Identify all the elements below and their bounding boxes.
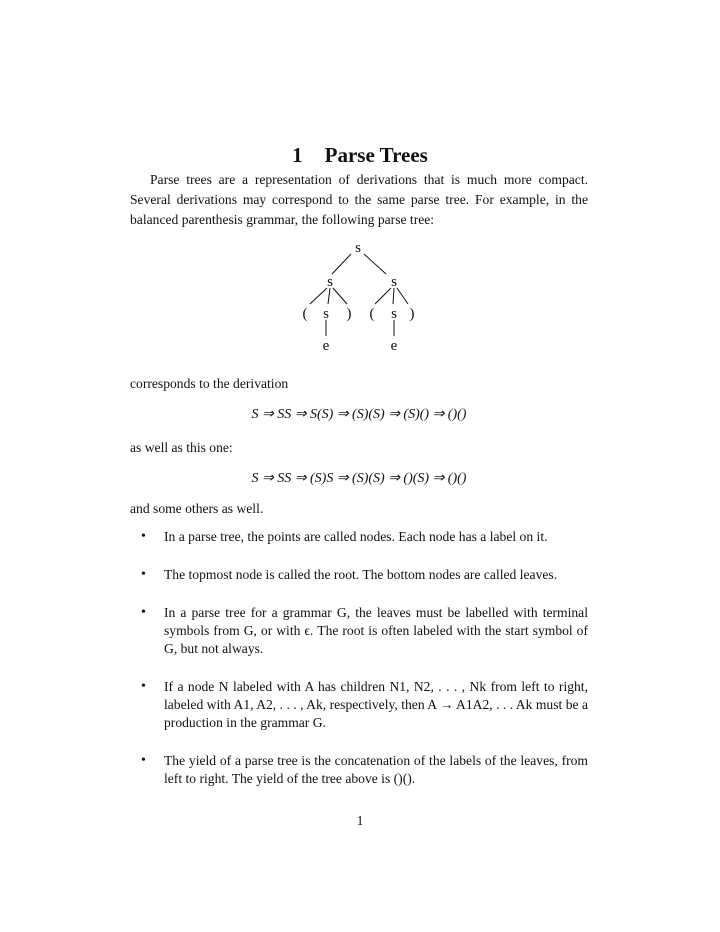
page-number: 1 [356,813,364,828]
corresponds-text: corresponds to the derivation [130,376,289,391]
as-well-text: as well as this one: [130,440,233,455]
tree-leaf-lparen-2: ( [369,306,375,322]
list-item: • If a node N labeled with A has children N1, N2, . . . , Nk from left to right, labeled with A1, A2, . . . , Ak, respectively, then A → A1A2, . . . Ak must be a production in the grammar G. [130,678,588,732]
tree-edge [393,288,394,304]
tree-leaf-rparen-1: ) [346,306,352,322]
definition-list [130,528,588,808]
tree-edge [375,288,391,304]
derivation-1: S ⇒ SS ⇒ S(S) ⇒ (S)(S) ⇒ (S)() ⇒ ()() [251,407,467,422]
list-item: • In a parse tree, the points are called nodes. Each node has a label on it. [130,528,588,546]
derivation-2: S ⇒ SS ⇒ (S)S ⇒ (S)(S) ⇒ ()(S) ⇒ ()() [251,471,467,486]
section-title: Parse Trees [324,143,428,167]
others-text: and some others as well. [130,501,264,516]
tree-edge [332,254,351,274]
tree-node-root: s [355,240,361,256]
list-item: • In a parse tree for a grammar G, the leaves must be labelled with terminal symbols from G, or with ϵ. The root is often labeled with the start symbol of G, but not always. [130,604,588,658]
tree-node-left-s: s [323,306,329,322]
section-number: 1 [292,143,303,167]
tree-edge [333,288,347,304]
parse-tree-diagram [290,236,430,360]
tree-edge [397,288,408,304]
tree-edge [364,254,386,274]
tree-leaf-rparen-2: ) [409,306,415,322]
tree-edge [328,288,330,304]
tree-node-left: s [327,274,333,290]
list-item: • The topmost node is called the root. The bottom nodes are called leaves. [130,566,588,584]
tree-leaf-e-left: e [322,338,330,354]
tree-leaf-lparen-1: ( [302,306,308,322]
tree-node-right: s [391,274,397,290]
tree-leaf-e-right: e [390,338,398,354]
intro-paragraph: Parse trees are a representation of derivations that is much more compact. Several derivations may correspond to the same parse tree. For example, in the balanced parenthesis grammar, the following parse tree: [130,172,588,227]
tree-node-right-s: s [391,306,397,322]
list-item: • The yield of a parse tree is the concatenation of the labels of the leaves, from left to right. The yield of the tree above is ()(). [130,752,588,788]
section-heading [0,143,720,168]
tree-edge [310,288,327,304]
